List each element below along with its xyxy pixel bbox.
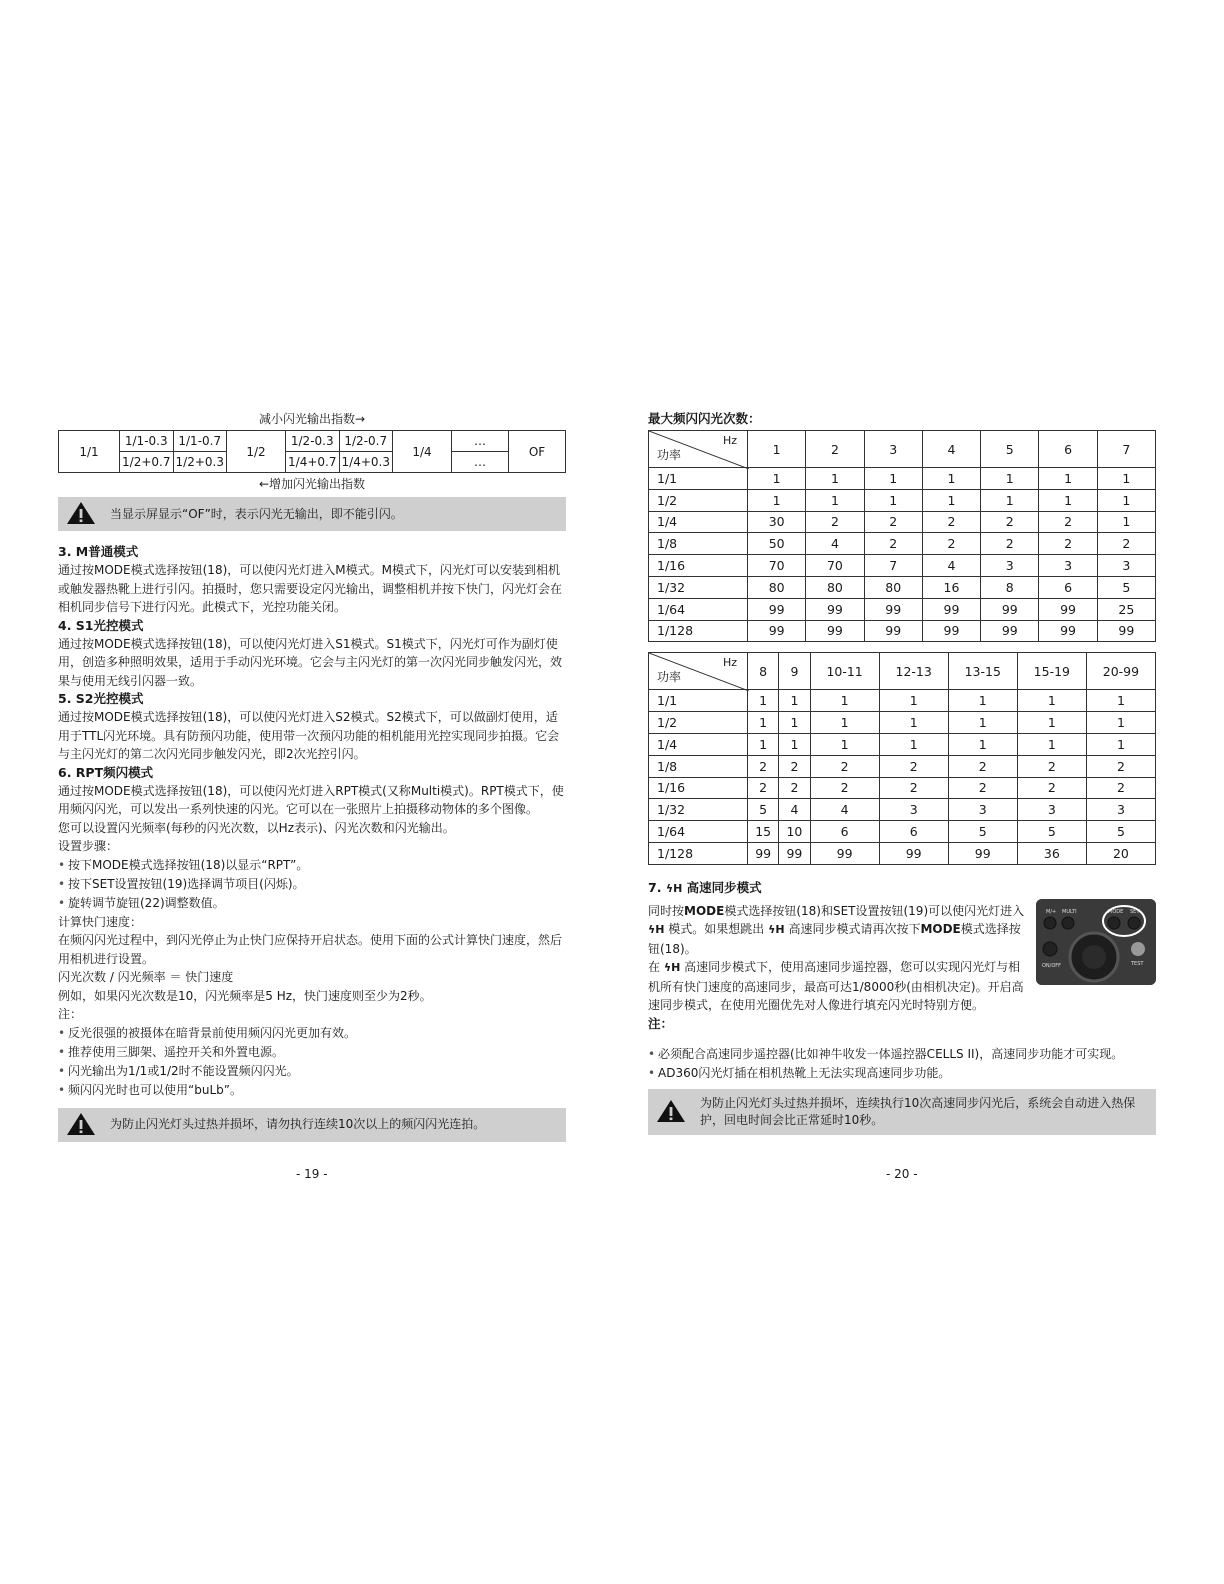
table-row <box>649 576 1156 598</box>
bottom-caption: ←增加闪光输出指数 <box>258 477 366 491</box>
count-cell: 2 <box>864 511 922 533</box>
count-cell: 7 <box>864 555 922 577</box>
count-cell: 99 <box>810 842 879 864</box>
section-6-title: 6. RPT频闪模式 <box>58 764 154 780</box>
count-cell: 5 <box>1086 821 1155 843</box>
max-flash-title: 最大频闪闪光次数： <box>648 411 761 426</box>
count-cell: 6 <box>879 821 948 843</box>
steps-label: 设置步骤： <box>58 839 119 853</box>
count-cell: 1 <box>948 733 1017 755</box>
count-cell: 3 <box>1039 555 1097 577</box>
section-6-text: 您可以设置闪光频率(每秒的闪光次数，以Hz表示)、闪光次数和闪光输出。 <box>58 820 455 835</box>
count-cell: 1 <box>810 733 879 755</box>
section-7-text: 在 ϟH 高速同步模式下，使用高速同步遥控器，您可以实现闪光灯与相机所有快门速度的高速同步，最高可达1/8000秒(由相机决定)。开启高速同步模式，在使用光圈优先对人像进行填充闪光时特别方便。 <box>648 960 1024 1013</box>
count-cell: 99 <box>748 598 806 620</box>
count-cell: 4 <box>806 533 864 555</box>
left-page <box>58 410 566 1142</box>
table-row <box>649 690 1156 712</box>
count-cell: 2 <box>1097 533 1155 555</box>
power-cell: 1/8 <box>649 533 748 555</box>
table-row <box>649 489 1156 511</box>
table-cell: … <box>452 452 509 473</box>
power-cell: 1/32 <box>649 576 748 598</box>
count-cell: 2 <box>948 755 1017 777</box>
count-cell: 2 <box>810 777 879 799</box>
hz-header: 6 <box>1039 431 1097 468</box>
hss-section <box>648 879 1156 1031</box>
count-cell: 6 <box>810 821 879 843</box>
table-row <box>649 733 1156 755</box>
count-cell: 36 <box>1017 842 1086 864</box>
power-cell: 1/128 <box>649 842 748 864</box>
table-cell: 1/2-0.7 <box>339 431 393 452</box>
camera-label: SET <box>1130 908 1140 915</box>
warning-icon <box>66 1112 98 1138</box>
power-cell: 1/2 <box>649 712 748 734</box>
table-row <box>649 777 1156 799</box>
count-cell: 2 <box>779 777 810 799</box>
hz-header: 20-99 <box>1086 653 1155 690</box>
table-row <box>649 468 1156 490</box>
count-cell: 1 <box>810 712 879 734</box>
count-cell: 2 <box>1017 777 1086 799</box>
count-cell: 1 <box>1097 511 1155 533</box>
section-6-text: 通过按MODE模式选择按钮(18)，可以使闪光灯进入RPT模式(又称Multi模式)。RPT模式下，使用频闪闪光，可以发出一系列快速的闪光。它可以在一张照片上拍摄移动物体的多个图像。 <box>58 783 564 816</box>
count-cell: 2 <box>810 755 879 777</box>
count-cell: 16 <box>922 576 980 598</box>
hz-header: 1 <box>748 431 806 468</box>
page-number: - 20 - <box>886 1167 918 1181</box>
table-row <box>649 842 1156 864</box>
count-cell: 1 <box>1017 712 1086 734</box>
count-cell: 6 <box>1039 576 1097 598</box>
count-cell: 2 <box>1039 533 1097 555</box>
power-cell: 1/8 <box>649 755 748 777</box>
hz-label: Hz <box>722 656 737 670</box>
table-row <box>649 598 1156 620</box>
count-cell: 1 <box>1017 690 1086 712</box>
hz-header: 13-15 <box>948 653 1017 690</box>
table-row <box>649 799 1156 821</box>
power-cell: 1/4 <box>649 511 748 533</box>
count-cell: 99 <box>748 620 806 642</box>
power-cell: 1/1 <box>649 468 748 490</box>
count-cell: 2 <box>981 511 1039 533</box>
page-number: - 19 - <box>296 1167 328 1181</box>
count-cell: 4 <box>779 799 810 821</box>
count-cell: 2 <box>1086 755 1155 777</box>
hz-header: 3 <box>864 431 922 468</box>
count-cell: 1 <box>1086 690 1155 712</box>
count-cell: 5 <box>1017 821 1086 843</box>
count-cell: 1 <box>748 690 779 712</box>
count-cell: 1 <box>779 712 810 734</box>
table-cell: 1/4+0.7 <box>286 452 340 473</box>
count-cell: 4 <box>810 799 879 821</box>
count-cell: 2 <box>748 755 779 777</box>
hz-header: 12-13 <box>879 653 948 690</box>
count-cell: 3 <box>1086 799 1155 821</box>
right-page <box>648 410 1156 1135</box>
note-label: 注： <box>648 1015 674 1031</box>
count-cell: 3 <box>1097 555 1155 577</box>
count-cell: 99 <box>779 842 810 864</box>
note-label: 注： <box>58 1007 83 1021</box>
count-cell: 3 <box>879 799 948 821</box>
section-7-title: 7. ϟH 高速同步模式 <box>648 879 762 895</box>
count-cell: 1 <box>1039 468 1097 490</box>
count-cell: 2 <box>1039 511 1097 533</box>
hz-header: 7 <box>1097 431 1155 468</box>
hz-header: 8 <box>748 653 779 690</box>
count-cell: 1 <box>806 468 864 490</box>
count-cell: 8 <box>981 576 1039 598</box>
count-cell: 25 <box>1097 598 1155 620</box>
count-cell: 70 <box>748 555 806 577</box>
warning-icon <box>66 501 98 527</box>
count-cell: 99 <box>948 842 1017 864</box>
count-cell: 20 <box>1086 842 1155 864</box>
hss-icon: ϟH <box>648 923 665 937</box>
table-cell: 1/4 <box>393 431 452 473</box>
count-cell: 1 <box>748 733 779 755</box>
count-cell: 99 <box>1039 620 1097 642</box>
count-cell: 4 <box>922 555 980 577</box>
count-cell: 1 <box>1086 712 1155 734</box>
count-cell: 1 <box>981 489 1039 511</box>
power-cell: 1/64 <box>649 598 748 620</box>
count-cell: 2 <box>922 511 980 533</box>
count-cell: 1 <box>864 468 922 490</box>
flash-exposure-table <box>58 430 566 473</box>
count-cell: 1 <box>1086 733 1155 755</box>
warning-text: 为防止闪光灯头过热并损坏，请勿执行连续10次以上的频闪闪光连拍。 <box>110 1117 486 1131</box>
count-cell: 1 <box>748 468 806 490</box>
warning-text: 当显示屏显示“OF”时，表示闪光无输出，即不能引闪。 <box>110 506 403 521</box>
count-cell: 2 <box>879 777 948 799</box>
count-cell: 99 <box>879 842 948 864</box>
table-cell: 1/1-0.7 <box>173 431 227 452</box>
list-item: • 闪光输出为1/1或1/2时不能设置频闪闪光。 <box>58 1063 299 1078</box>
count-cell: 3 <box>1017 799 1086 821</box>
count-cell: 30 <box>748 511 806 533</box>
hss-icon: ϟH <box>665 881 683 895</box>
list-item: • 必须配合高速同步遥控器(比如神牛收发一体遥控器CELLS II)，高速同步功能才可实现。 <box>648 1046 1124 1061</box>
hz-header: 2 <box>806 431 864 468</box>
count-cell: 1 <box>948 690 1017 712</box>
power-label: 功率 <box>657 670 682 685</box>
table-cell: 1/1-0.3 <box>120 431 174 452</box>
count-cell: 1 <box>1097 468 1155 490</box>
count-cell: 2 <box>948 777 1017 799</box>
max-flash-table-1 <box>648 430 1156 642</box>
hz-label: Hz <box>722 434 737 447</box>
power-cell: 1/128 <box>649 620 748 642</box>
section-4-text: 通过按MODE模式选择按钮(18)，可以使闪光灯进入S1模式。S1模式下，闪光灯可作为副灯使用，创造多种照明效果，适用于手动闪光环境。它会与主闪光灯的第一次闪光同步触发闪光，效果与使用无线引闪器一致。 <box>58 636 563 688</box>
list-item: • 按下SET设置按钮(19)选择调节项目(闪烁)。 <box>58 876 305 891</box>
count-cell: 1 <box>922 489 980 511</box>
section-4-title: 4. S1光控模式 <box>58 617 144 633</box>
section-7-text: 同时按MODE模式选择按钮(18)和SET设置按钮(19)可以使闪光灯进入 ϟH 模式。如果想跳出 ϟH 高速同步模式请再次按下MODE模式选择按钮(18)。 <box>648 903 1025 956</box>
hz-header: 10-11 <box>810 653 879 690</box>
table-row <box>649 620 1156 642</box>
table-row <box>649 533 1156 555</box>
count-cell: 1 <box>810 690 879 712</box>
power-cell: 1/16 <box>649 777 748 799</box>
section-3-text: 通过按MODE模式选择按钮(18)，可以使闪光灯进入M模式。M模式下，闪光灯可以安装到相机或触发器热靴上进行引闪。拍摄时，您只需要设定闪光输出，调整相机并按下快门，闪光灯会在相机同步信号下进行闪光。此模式下，光控功能关闭。 <box>58 563 563 614</box>
count-cell: 1 <box>879 733 948 755</box>
count-cell: 70 <box>806 555 864 577</box>
warning-icon <box>656 1099 688 1125</box>
count-cell: 2 <box>922 533 980 555</box>
power-cell: 1/2 <box>649 489 748 511</box>
list-item: • 频闪闪光时也可以使用“buLb”。 <box>58 1082 242 1097</box>
flash-control-panel-image <box>1036 899 1156 985</box>
count-cell: 1 <box>948 712 1017 734</box>
count-cell: 1 <box>879 712 948 734</box>
table-cell: 1/2+0.7 <box>120 452 174 473</box>
warning-box <box>648 1089 1156 1135</box>
table-cell: … <box>452 431 509 452</box>
power-cell: 1/64 <box>649 821 748 843</box>
count-cell: 2 <box>779 755 810 777</box>
count-cell: 99 <box>922 620 980 642</box>
count-cell: 15 <box>748 821 779 843</box>
count-cell: 2 <box>748 777 779 799</box>
power-cell: 1/32 <box>649 799 748 821</box>
camera-label: M/+ <box>1046 908 1057 915</box>
count-cell: 5 <box>748 799 779 821</box>
count-cell: 1 <box>879 690 948 712</box>
count-cell: 1 <box>748 489 806 511</box>
count-cell: 2 <box>864 533 922 555</box>
count-cell: 1 <box>922 468 980 490</box>
count-cell: 1 <box>1039 489 1097 511</box>
count-cell: 99 <box>806 598 864 620</box>
count-cell: 99 <box>864 598 922 620</box>
power-cell: 1/16 <box>649 555 748 577</box>
example: 例如，如果闪光次数是10，闪光频率是5 Hz，快门速度则至少为2秒。 <box>58 988 432 1003</box>
table-cell: 1/2+0.3 <box>173 452 227 473</box>
hz-header: 4 <box>922 431 980 468</box>
table-row <box>649 712 1156 734</box>
max-flash-table-2 <box>648 652 1156 864</box>
count-cell: 2 <box>1086 777 1155 799</box>
table-corner-header <box>649 431 748 468</box>
warning-box <box>58 1108 566 1142</box>
table-corner-header <box>649 653 748 690</box>
table-row <box>649 755 1156 777</box>
table-cell: 1/1 <box>59 431 120 473</box>
count-cell: 2 <box>981 533 1039 555</box>
power-cell: 1/1 <box>649 690 748 712</box>
count-cell: 80 <box>864 576 922 598</box>
list-item: • 推荐使用三脚架、遥控开关和外置电源。 <box>58 1044 285 1059</box>
hss-icon: ϟH <box>663 961 681 975</box>
count-cell: 3 <box>948 799 1017 821</box>
count-cell: 3 <box>981 555 1039 577</box>
count-cell: 99 <box>864 620 922 642</box>
count-cell: 99 <box>922 598 980 620</box>
count-cell: 1 <box>1017 733 1086 755</box>
table-row <box>649 821 1156 843</box>
count-cell: 99 <box>806 620 864 642</box>
list-item: • 按下MODE模式选择按钮(18)以显示“RPT”。 <box>58 857 309 872</box>
hss-icon: ϟH <box>768 923 785 937</box>
count-cell: 1 <box>864 489 922 511</box>
list-item: • 旋转调节旋钮(22)调整数值。 <box>58 895 225 910</box>
count-cell: 80 <box>806 576 864 598</box>
count-cell: 2 <box>1017 755 1086 777</box>
count-cell: 99 <box>1097 620 1155 642</box>
calc-label: 计算快门速度： <box>58 914 143 929</box>
warning-text: 为防止闪光灯头过热并损坏，连续执行10次高速同步闪光后，系统会自动进入热保护，回电时间会比正常延时10秒。 <box>700 1095 1136 1127</box>
count-cell: 99 <box>748 842 779 864</box>
count-cell: 50 <box>748 533 806 555</box>
calc-text: 在频闪闪光过程中，到闪光停止为止快门应保持开启状态。使用下面的公式计算快门速度，然后用相机进行设置。 <box>58 933 563 966</box>
table-row <box>649 511 1156 533</box>
count-cell: 1 <box>1097 489 1155 511</box>
hz-header: 9 <box>779 653 810 690</box>
camera-label: MULTI <box>1062 908 1077 915</box>
count-cell: 2 <box>806 511 864 533</box>
hz-header: 15-19 <box>1017 653 1086 690</box>
power-cell: 1/4 <box>649 733 748 755</box>
count-cell: 1 <box>779 690 810 712</box>
count-cell: 1 <box>748 712 779 734</box>
camera-label: TEST <box>1131 960 1144 967</box>
table-cell: OF <box>509 431 566 473</box>
count-cell: 1 <box>981 468 1039 490</box>
camera-label: MODE <box>1108 908 1124 915</box>
count-cell: 10 <box>779 821 810 843</box>
section-3-title: 3. M普通模式 <box>58 544 139 559</box>
count-cell: 80 <box>748 576 806 598</box>
count-cell: 99 <box>981 620 1039 642</box>
count-cell: 5 <box>948 821 1017 843</box>
count-cell: 99 <box>981 598 1039 620</box>
table-cell: 1/2 <box>227 431 286 473</box>
count-cell: 2 <box>879 755 948 777</box>
list-item: • AD360闪光灯插在相机热靴上无法实现高速同步功能。 <box>648 1065 951 1080</box>
list-item: • 反光很强的被摄体在暗背景前使用频闪闪光更加有效。 <box>58 1025 357 1040</box>
section-5-text: 通过按MODE模式选择按钮(18)，可以使闪光灯进入S2模式。S2模式下，可以做副灯使用，适用于TTL闪光环境。具有防预闪功能，使用带一次预闪功能的相机能用光控实现同步拍摄。它会与主闪光灯的第二次闪光同步触发闪光，即2次光控引闪。 <box>58 710 560 761</box>
count-cell: 99 <box>1039 598 1097 620</box>
count-cell: 5 <box>1097 576 1155 598</box>
camera-label: ON/OFF <box>1042 962 1062 969</box>
section-5-title: 5. S2光控模式 <box>58 691 144 706</box>
table-row <box>649 555 1156 577</box>
table-cell: 1/4+0.3 <box>339 452 393 473</box>
count-cell: 1 <box>779 733 810 755</box>
formula: 闪光次数 / 闪光频率 ＝ 快门速度 <box>58 970 234 984</box>
table-cell: 1/2-0.3 <box>286 431 340 452</box>
power-label: 功率 <box>657 448 682 462</box>
top-caption: 减小闪光输出指数→ <box>258 412 366 426</box>
count-cell: 1 <box>806 489 864 511</box>
hz-header: 5 <box>981 431 1039 468</box>
warning-box <box>58 497 566 531</box>
